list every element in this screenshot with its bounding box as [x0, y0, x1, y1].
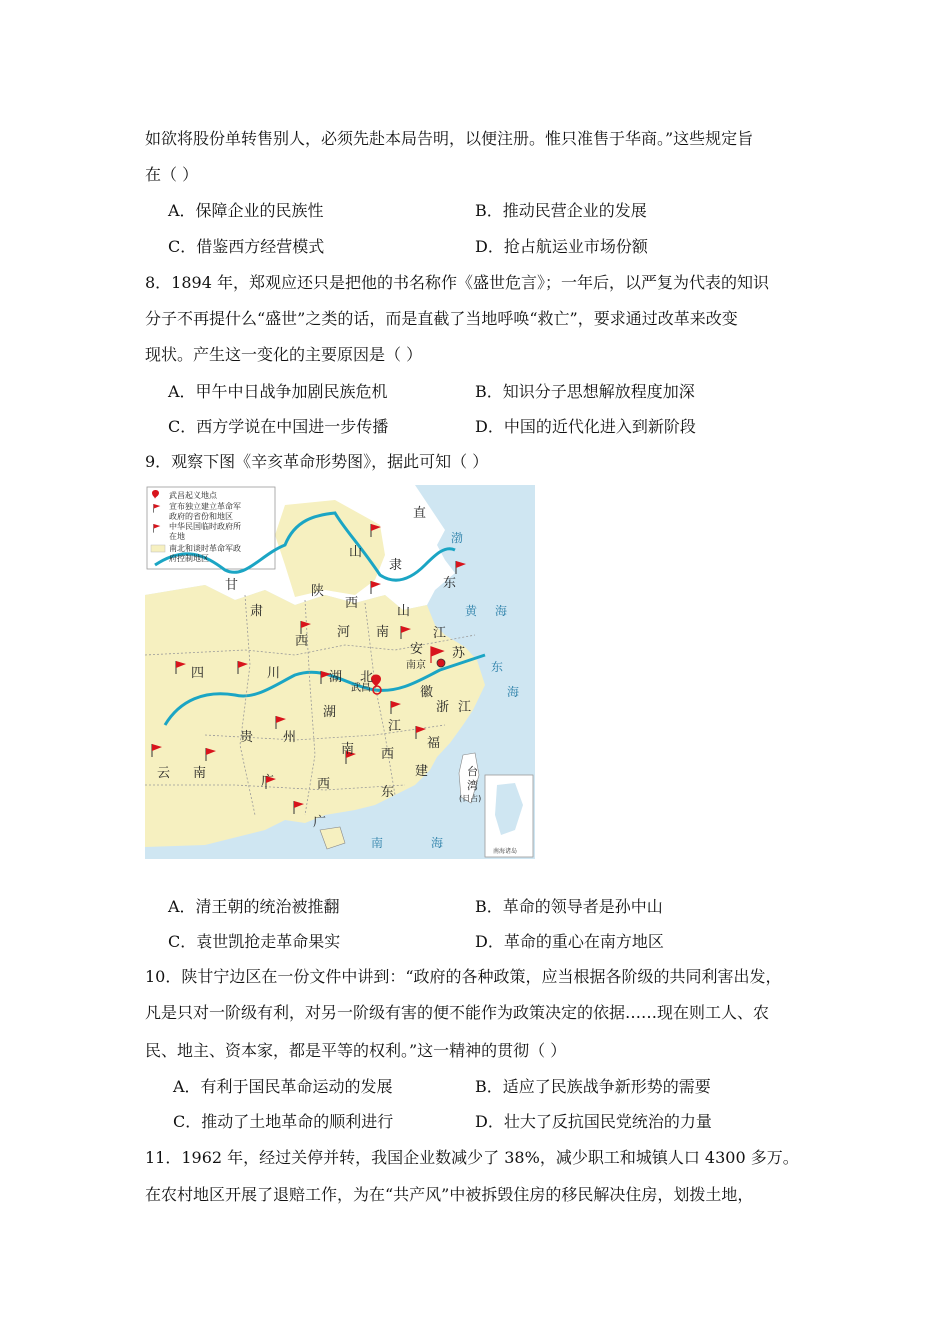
map-legend-item-7: 府控制地区 — [169, 554, 209, 563]
map-label-su: 肃 — [250, 604, 264, 619]
xinhai-revolution-map — [145, 485, 535, 859]
q8-option-b[interactable]: B．知识分子思想解放程度加深 — [475, 382, 695, 401]
q9-option-d[interactable]: D．革命的重心在南方地区 — [475, 932, 664, 951]
map-label-bohai: 渤 — [451, 531, 464, 545]
q11-text-line2: 在农村地区开展了退赔工作，为在“共产风”中被拆毁住房的移民解决住房，划拨土地， — [145, 1185, 754, 1204]
map-legend-item-6: 南北和谈时革命军政 — [169, 544, 241, 553]
map-label-tai: 台 — [467, 765, 478, 778]
map-legend-item-4: 中华民国临时政府所 — [169, 522, 241, 531]
map-label-hai2: 海 — [507, 685, 520, 699]
map-label-zhou: 州 — [283, 730, 297, 745]
q10-text-line1: 10．陕甘宁边区在一份文件中讲到：“政府的各种政策，应当根据各阶级的共同利害出发， — [145, 967, 782, 986]
map-label-he: 河 — [337, 625, 351, 640]
map-label-shandong-shan: 山 — [397, 604, 411, 619]
q10-text-line2: 凡是只对一阶级有利，对另一阶级有害的便不能作为政策决定的依据……现在则工人、农 — [145, 1003, 770, 1022]
q8-option-a[interactable]: A．甲午中日战争加剧民族危机 — [168, 382, 388, 401]
map-label-jian: 建 — [415, 764, 429, 779]
q10-text-line3: 民、地主、资本家，都是平等的权利。”这一精神的贯彻（ ） — [145, 1041, 567, 1060]
map-label-nan1: 南 — [376, 625, 390, 640]
map-label-chuan: 川 — [267, 666, 281, 681]
map-label-an: 安 — [410, 642, 424, 657]
map-label-hui: 徽 — [420, 685, 434, 700]
q9-option-a[interactable]: A．清王朝的统治被推翻 — [168, 897, 340, 916]
q7-option-a[interactable]: A．保障企业的民族性 — [168, 201, 324, 220]
map-label-jiang2: 江 — [388, 719, 402, 734]
q7-text-line2: 在（ ） — [145, 165, 199, 184]
map-label-nan3: 南 — [193, 766, 207, 781]
q7-option-b[interactable]: B．推动民营企业的发展 — [475, 201, 647, 220]
map-label-shan1: 山 — [349, 545, 363, 560]
map-label-huang: 黄 — [465, 604, 478, 618]
q9-option-c[interactable]: C．袁世凯抢走革命果实 — [168, 932, 341, 951]
map-label-jiang1: 江 — [433, 626, 447, 641]
map-label-gan: 甘 — [225, 578, 239, 593]
map-label-dong2: 东 — [381, 785, 395, 800]
q7-option-d[interactable]: D．抢占航运业市场份额 — [475, 237, 648, 256]
map-label-su-js: 苏 — [452, 646, 466, 661]
map-label-dong: 东 — [491, 660, 504, 674]
map-label-ri: (日占) — [459, 794, 482, 803]
map-legend-item-3: 政府的省份和地区 — [169, 512, 233, 521]
map-label-yun: 云 — [157, 766, 171, 781]
q8-text-line2: 分子不再提什么“盛世”之类的话，而是直截了当地呼唤“救亡”，要求通过改革来改变 — [145, 309, 738, 328]
map-label-shan3: 陕 — [311, 584, 325, 599]
map-label-zhe: 浙 — [436, 700, 450, 715]
map-label-nan2: 南 — [341, 742, 355, 757]
q11-text-line1: 11．1962 年，经过关停并转，我国企业数减少了 38%，减少职工和城镇人口 4300 多万。 — [145, 1148, 799, 1167]
q9-option-b[interactable]: B．革命的领导者是孙中山 — [475, 897, 663, 916]
map-label-hai3: 海 — [431, 836, 444, 850]
map-legend-item-2: 宣布独立建立革命军 — [169, 502, 241, 511]
map-label-xi2: 西 — [295, 634, 309, 649]
map-label-xi4: 西 — [317, 777, 331, 792]
q8-text-line1: 8．1894 年，郑观应还只是把他的书名称作《盛世危言》；一年后，以严复为代表的知识 — [145, 273, 769, 292]
map-label-si: 四 — [191, 666, 205, 681]
q10-option-b[interactable]: B．适应了民族战争新形势的需要 — [475, 1077, 711, 1096]
map-label-guang2: 广 — [313, 815, 327, 830]
map-nanjing-marker — [437, 659, 445, 667]
map-label-inset: 南海诸岛 — [493, 848, 518, 855]
q10-option-a[interactable]: A．有利于国民革命运动的发展 — [173, 1077, 393, 1096]
map-legend-item-5: 在地 — [169, 532, 185, 541]
map-label-wuchang: 武昌 — [351, 683, 371, 694]
map-label-hai1: 海 — [495, 604, 508, 618]
map-label-shandong-dong: 东 — [443, 576, 457, 591]
map-label-xi1: 西 — [345, 596, 359, 611]
q10-option-c[interactable]: C．推动了土地革命的顺利进行 — [173, 1112, 394, 1131]
map-label-wan: 湾 — [467, 779, 478, 792]
map-label-hu2: 湖 — [323, 705, 337, 720]
q9-text-line1: 9．观察下图《辛亥革命形势图》，据此可知（ ） — [145, 452, 489, 471]
map-label-hu1: 湖 — [329, 670, 343, 685]
map-legend-item-1: 武昌起义地点 — [169, 491, 217, 500]
q8-option-c[interactable]: C．西方学说在中国进一步传播 — [168, 417, 389, 436]
map-label-nanhai: 南 — [371, 836, 384, 850]
map-label-li: 隶 — [389, 558, 403, 573]
map-label-fu: 福 — [427, 736, 441, 751]
map-label-bei: 北 — [360, 670, 374, 685]
q8-text-line3: 现状。产生这一变化的主要原因是（ ） — [145, 345, 423, 364]
map-label-xi3: 西 — [381, 747, 395, 762]
q10-option-d[interactable]: D．壮大了反抗国民党统治的力量 — [475, 1112, 712, 1131]
map-label-gui: 贵 — [240, 730, 254, 745]
q8-option-d[interactable]: D．中国的近代化进入到新阶段 — [475, 417, 696, 436]
map-label-zhi: 直 — [413, 506, 427, 521]
q7-text-line1: 如欲将股份单转售别人，必须先赴本局告明，以便注册。惟只准售于华商。”这些规定旨 — [145, 129, 754, 148]
map-label-jiang3: 江 — [458, 700, 472, 715]
q7-option-c[interactable]: C．借鉴西方经营模式 — [168, 237, 325, 256]
map-label-nanjing: 南京 — [406, 660, 426, 671]
map-label-guang1: 广 — [261, 774, 275, 789]
